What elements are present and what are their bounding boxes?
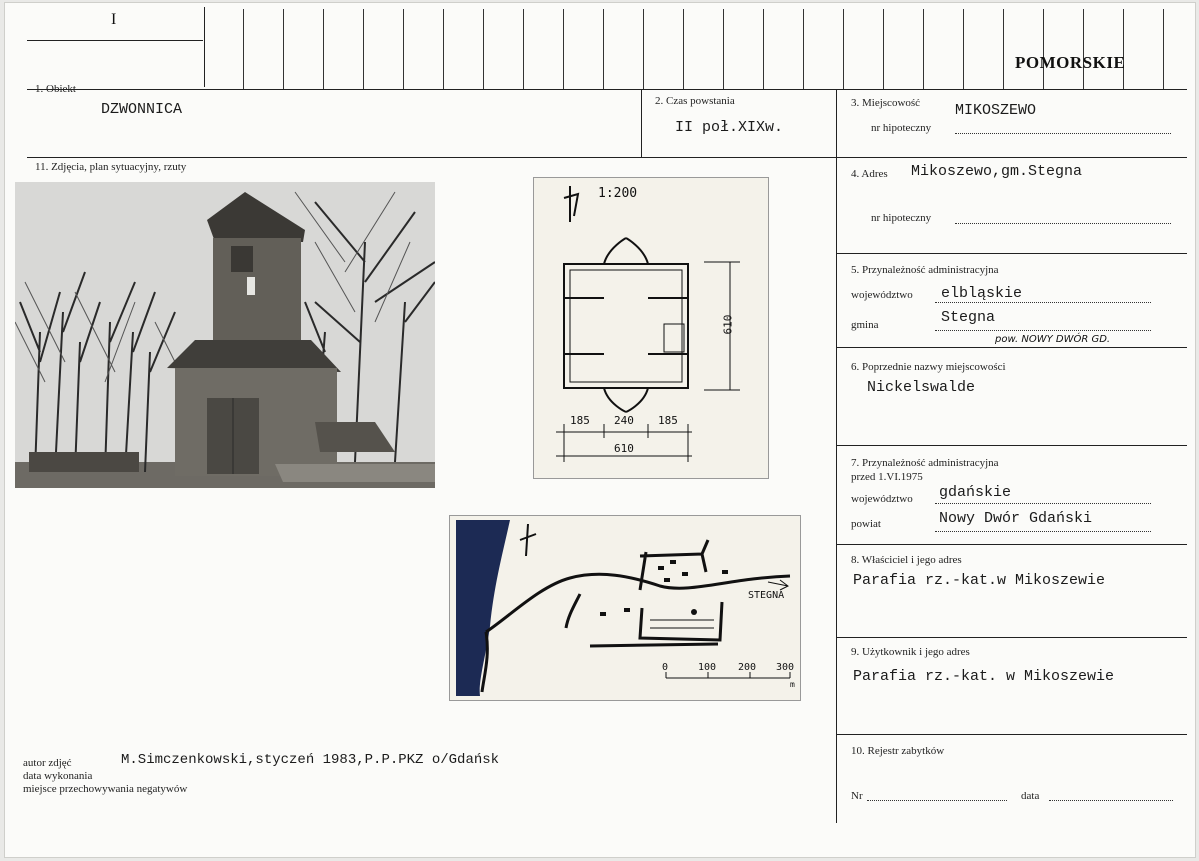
header-roman: I (111, 11, 117, 28)
header-ticks (205, 3, 1185, 93)
miejscowosc-label: 3. Miejscowość (851, 97, 921, 109)
data-label: data wykonania (23, 770, 93, 782)
bell-tower-illustration (15, 182, 435, 488)
miejscowosc-nr-label: nr hipoteczny (871, 122, 932, 134)
przed-woj-value: gdańskie (939, 484, 1012, 501)
rejestr-label: 10. Rejestr zabytków (851, 745, 945, 757)
uzytkownik-value: Parafia rz.-kat. w Mikoszewie (853, 668, 1115, 685)
plan-scale: 1:200 (598, 186, 638, 201)
floor-plan-sketch (533, 177, 769, 479)
czas-value: II poł.XIXw. (675, 119, 784, 136)
plan-dim-c: 185 (658, 414, 678, 427)
miejscowosc-value: MIKOSZEWO (955, 102, 1037, 119)
adres-nr-label: nr hipoteczny (871, 212, 932, 224)
plan-dim-height: 610 (721, 314, 735, 335)
adres-value: Mikoszewo,gm.Stegna (911, 163, 1083, 180)
map-scale-unit: m (790, 680, 795, 689)
map-scale-100: 100 (698, 662, 717, 673)
przynaleznosc-gmina-value: Stegna (941, 309, 996, 326)
plan-dim-b: 240 (614, 414, 634, 427)
footer-value: M.Simczenkowski,styczeń 1983,P.P.PKZ o/Gdańsk (121, 752, 500, 768)
obiekt-value: DZWONNICA (101, 101, 183, 118)
adres-label: 4. Adres (851, 168, 888, 180)
przed-date-label: przed 1.VI.1975 (851, 471, 923, 483)
przynaleznosc-handnote: pow. NOWY DWÓR GD. (995, 334, 1111, 345)
przed-woj-label: województwo (851, 493, 913, 505)
poprzednie-label: 6. Poprzednie nazwy miejscowości (851, 361, 1006, 373)
wlasciciel-label: 8. Właściciel i jego adres (851, 554, 962, 566)
miejsce-label: miejsce przechowywania negatywów (23, 783, 188, 795)
site-map-sketch (449, 515, 801, 701)
przed-powiat-value: Nowy Dwór Gdański (939, 510, 1093, 527)
przynaleznosc-gmina-label: gmina (851, 319, 879, 331)
przed-powiat-label: powiat (851, 518, 881, 530)
rejestr-data-label: data (1021, 790, 1040, 802)
map-place-label: STEGNA (748, 590, 785, 601)
przynaleznosc-woj-label: województwo (851, 289, 913, 301)
przynaleznosc-label: 5. Przynależność administracyjna (851, 264, 999, 276)
plan-dim-total: 610 (614, 442, 634, 455)
czas-label: 2. Czas powstania (655, 95, 735, 107)
header-region: POMORSKIE (1015, 53, 1126, 72)
map-scale-0: 0 (662, 662, 669, 673)
przynaleznosc-woj-value: elbląskie (941, 285, 1023, 302)
wlasciciel-value: Parafia rz.-kat.w Mikoszewie (853, 572, 1106, 589)
poprzednie-value: Nickelswalde (867, 379, 976, 396)
bell-tower-photo (15, 182, 435, 488)
plan-dim-a: 185 (570, 414, 590, 427)
autor-label: autor zdjęć (23, 757, 72, 769)
zdjecia-label: 11. Zdjęcia, plan sytuacyjny, rzuty (35, 161, 187, 173)
map-scale-200: 200 (738, 662, 757, 673)
map-scale-300: 300 (776, 662, 795, 673)
uzytkownik-label: 9. Użytkownik i jego adres (851, 646, 970, 658)
rejestr-nr-label: Nr (851, 790, 863, 802)
obiekt-label: 1. Obiekt (35, 83, 76, 95)
przed-label: 7. Przynależność administracyjna (851, 457, 999, 469)
inventory-card (4, 2, 1196, 858)
